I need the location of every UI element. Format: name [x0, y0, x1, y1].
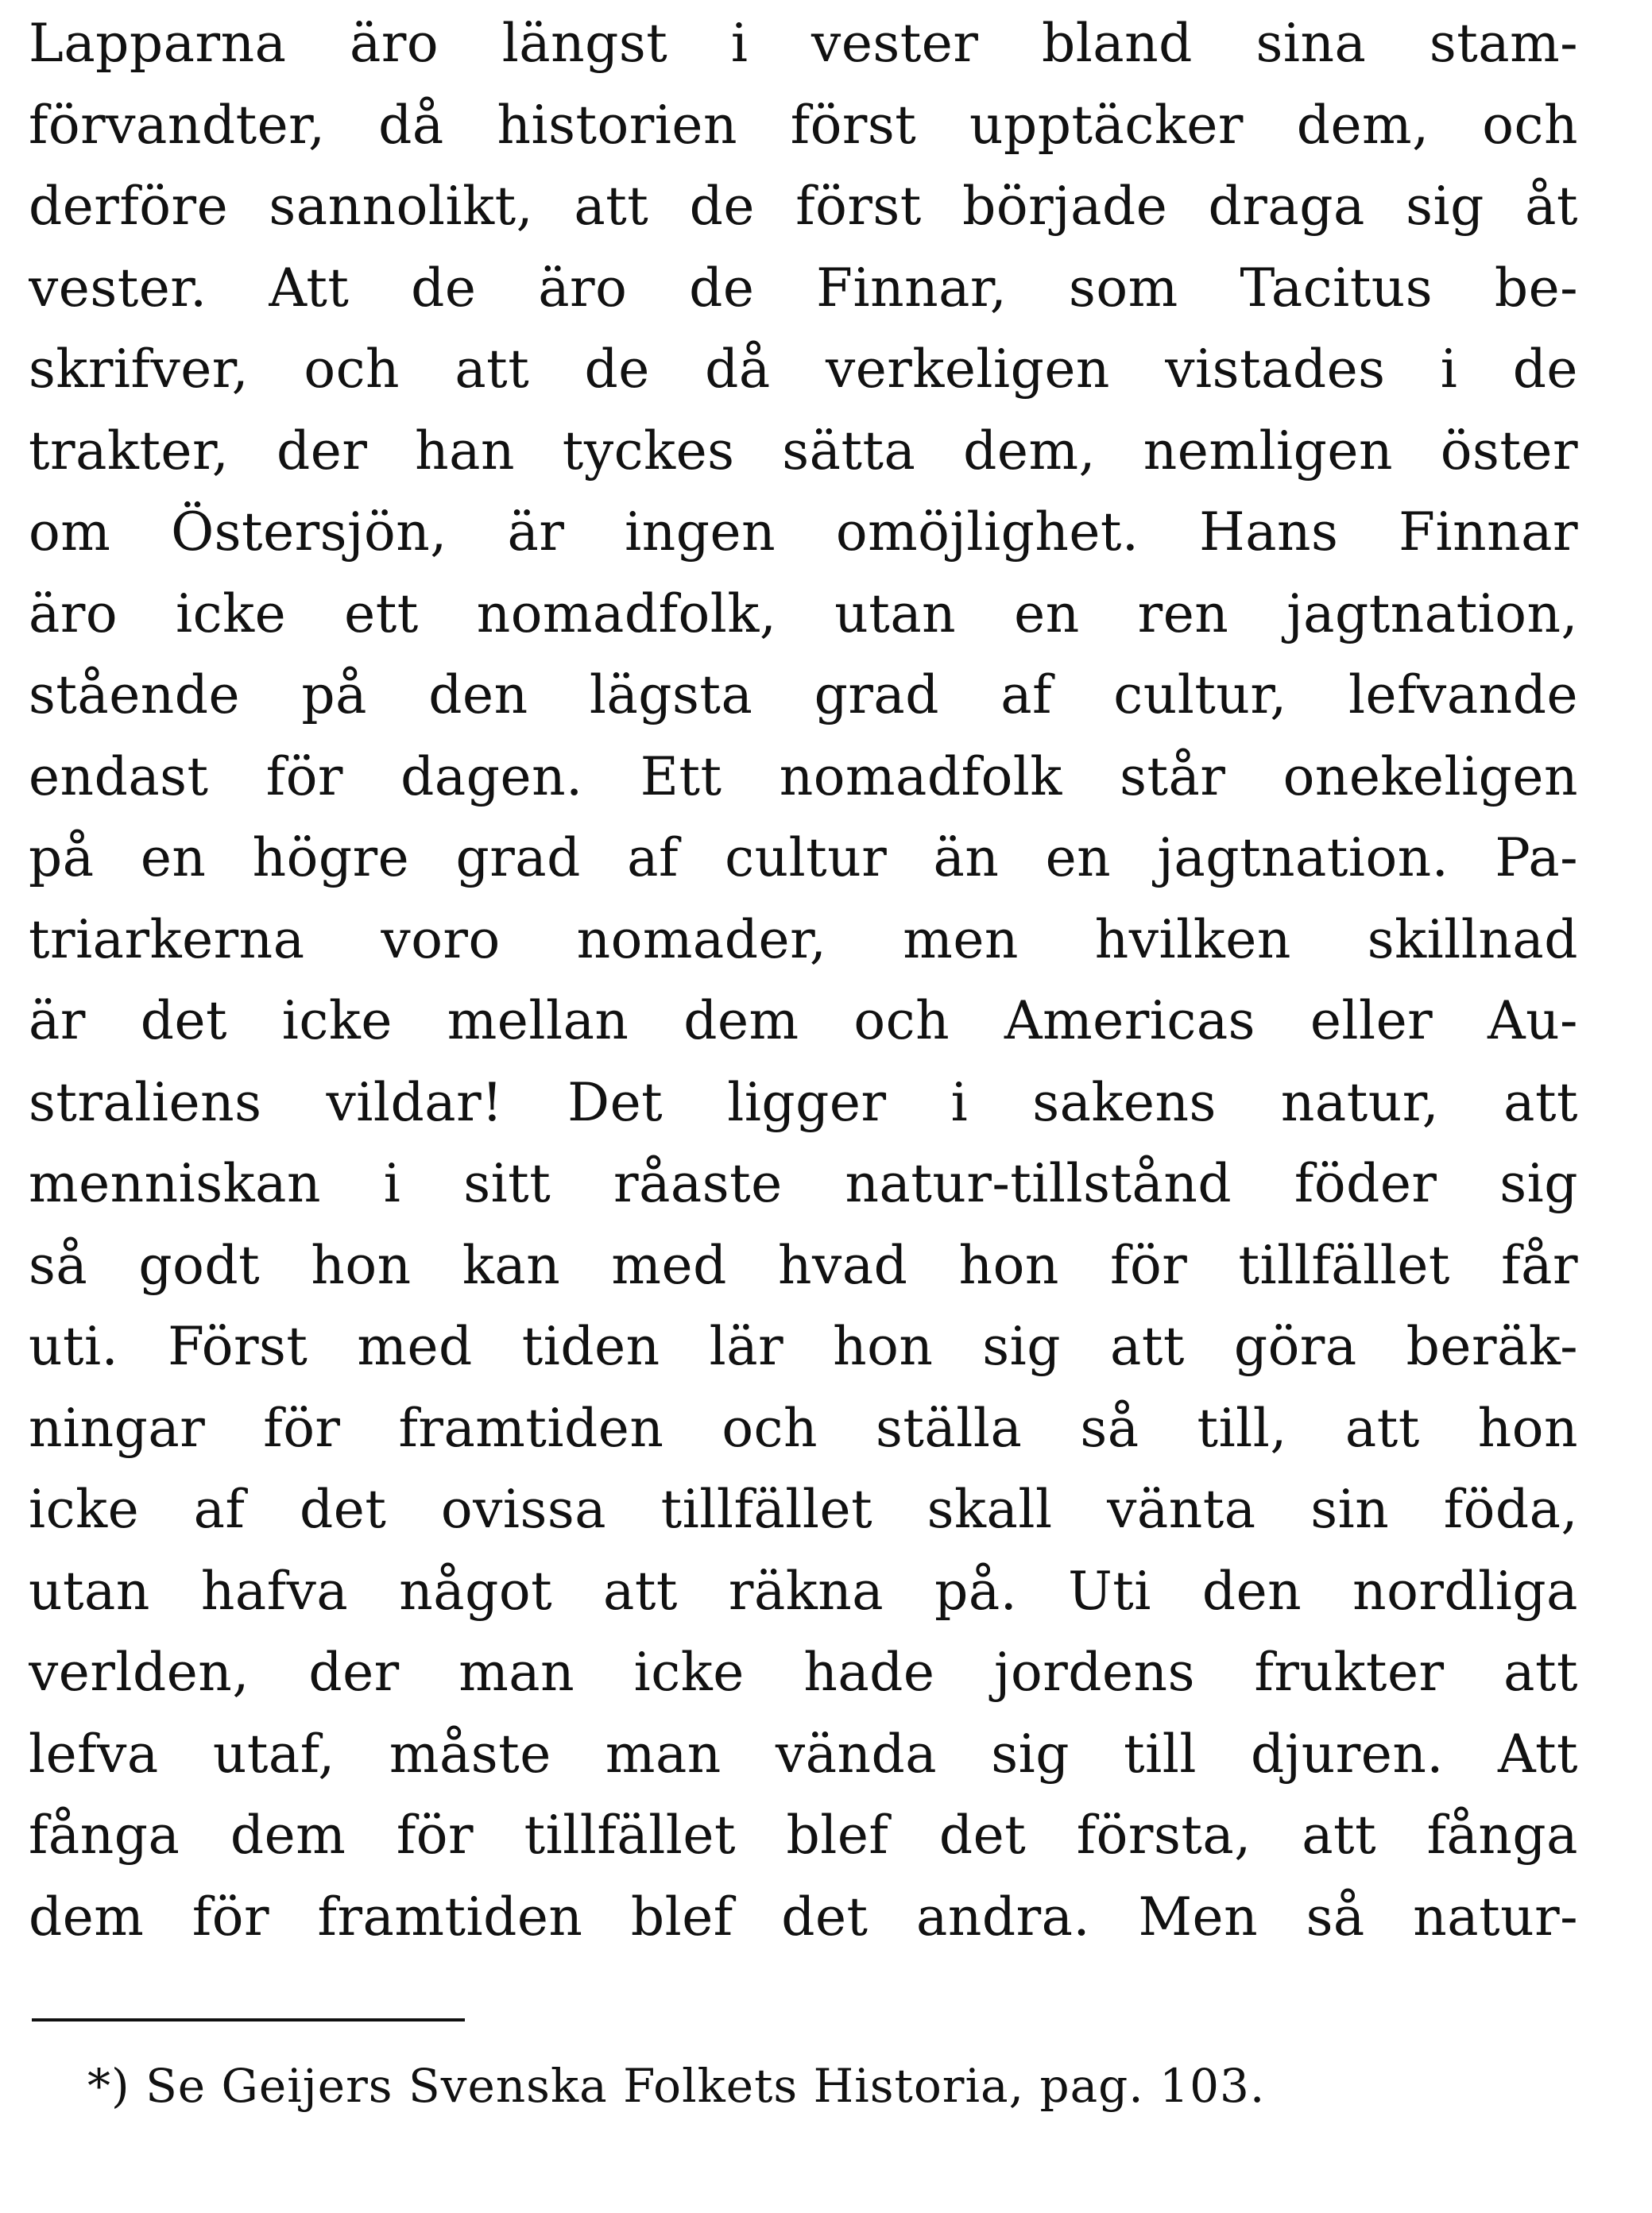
text-line: endast för dagen. Ett nomadfolk står onekeligen	[29, 745, 1578, 807]
text-line: vester. Att de äro de Finnar, som Tacitus be-	[29, 257, 1578, 319]
text-line: utan hafva något att räkna på. Uti den nordliga	[29, 1560, 1578, 1622]
text-line: lefva utaf, måste man vända sig till djuren. Att	[29, 1723, 1578, 1785]
text-line: trakter, der han tyckes sätta dem, nemligen öster	[29, 420, 1578, 482]
body-text	[29, 3, 1578, 1958]
text-line: derföre sannolikt, att de först började draga sig åt	[29, 176, 1578, 237]
text-line: menniskan i sitt råaste natur-tillstånd föder sig	[29, 1153, 1578, 1214]
text-line: dem för framtiden blef det andra. Men så natur-	[29, 1886, 1578, 1948]
text-line: straliens vildar! Det ligger i sakens natur, att	[29, 1071, 1578, 1133]
text-line: icke af det ovissa tillfället skall vänta sin föda,	[29, 1479, 1578, 1540]
text-line: så godt hon kan med hvad hon för tillfället får	[29, 1234, 1578, 1296]
footnote: *) Se Geijers Svenska Folkets Historia, pag. 103.	[87, 2059, 1266, 2113]
text-line: verlden, der man icke hade jordens frukter att	[29, 1642, 1578, 1703]
text-line: stående på den lägsta grad af cultur, lefvande	[29, 664, 1578, 725]
text-line: på en högre grad af cultur än en jagtnation. Pa-	[29, 827, 1578, 888]
text-line: är det icke mellan dem och Americas eller Au-	[29, 990, 1578, 1051]
text-line: ningar för framtiden och ställa så till, att hon	[29, 1397, 1578, 1459]
text-line: om Östersjön, är ingen omöjlighet. Hans Finnar	[29, 501, 1578, 563]
text-line: fånga dem för tillfället blef det första, att fånga	[29, 1805, 1578, 1866]
footnote-divider	[32, 2018, 465, 2021]
text-line: skrifver, och att de då verkeligen vistades i de	[29, 339, 1578, 400]
text-line: triarkerna voro nomader, men hvilken skillnad	[29, 908, 1578, 970]
text-line: äro icke ett nomadfolk, utan en ren jagtnation,	[29, 582, 1578, 644]
text-line: förvandter, då historien först upptäcker dem, och	[29, 94, 1578, 156]
text-line: Lapparna äro längst i vester bland sina stam-	[29, 13, 1578, 74]
text-line: uti. Först med tiden lär hon sig att göra beräk-	[29, 1316, 1578, 1377]
